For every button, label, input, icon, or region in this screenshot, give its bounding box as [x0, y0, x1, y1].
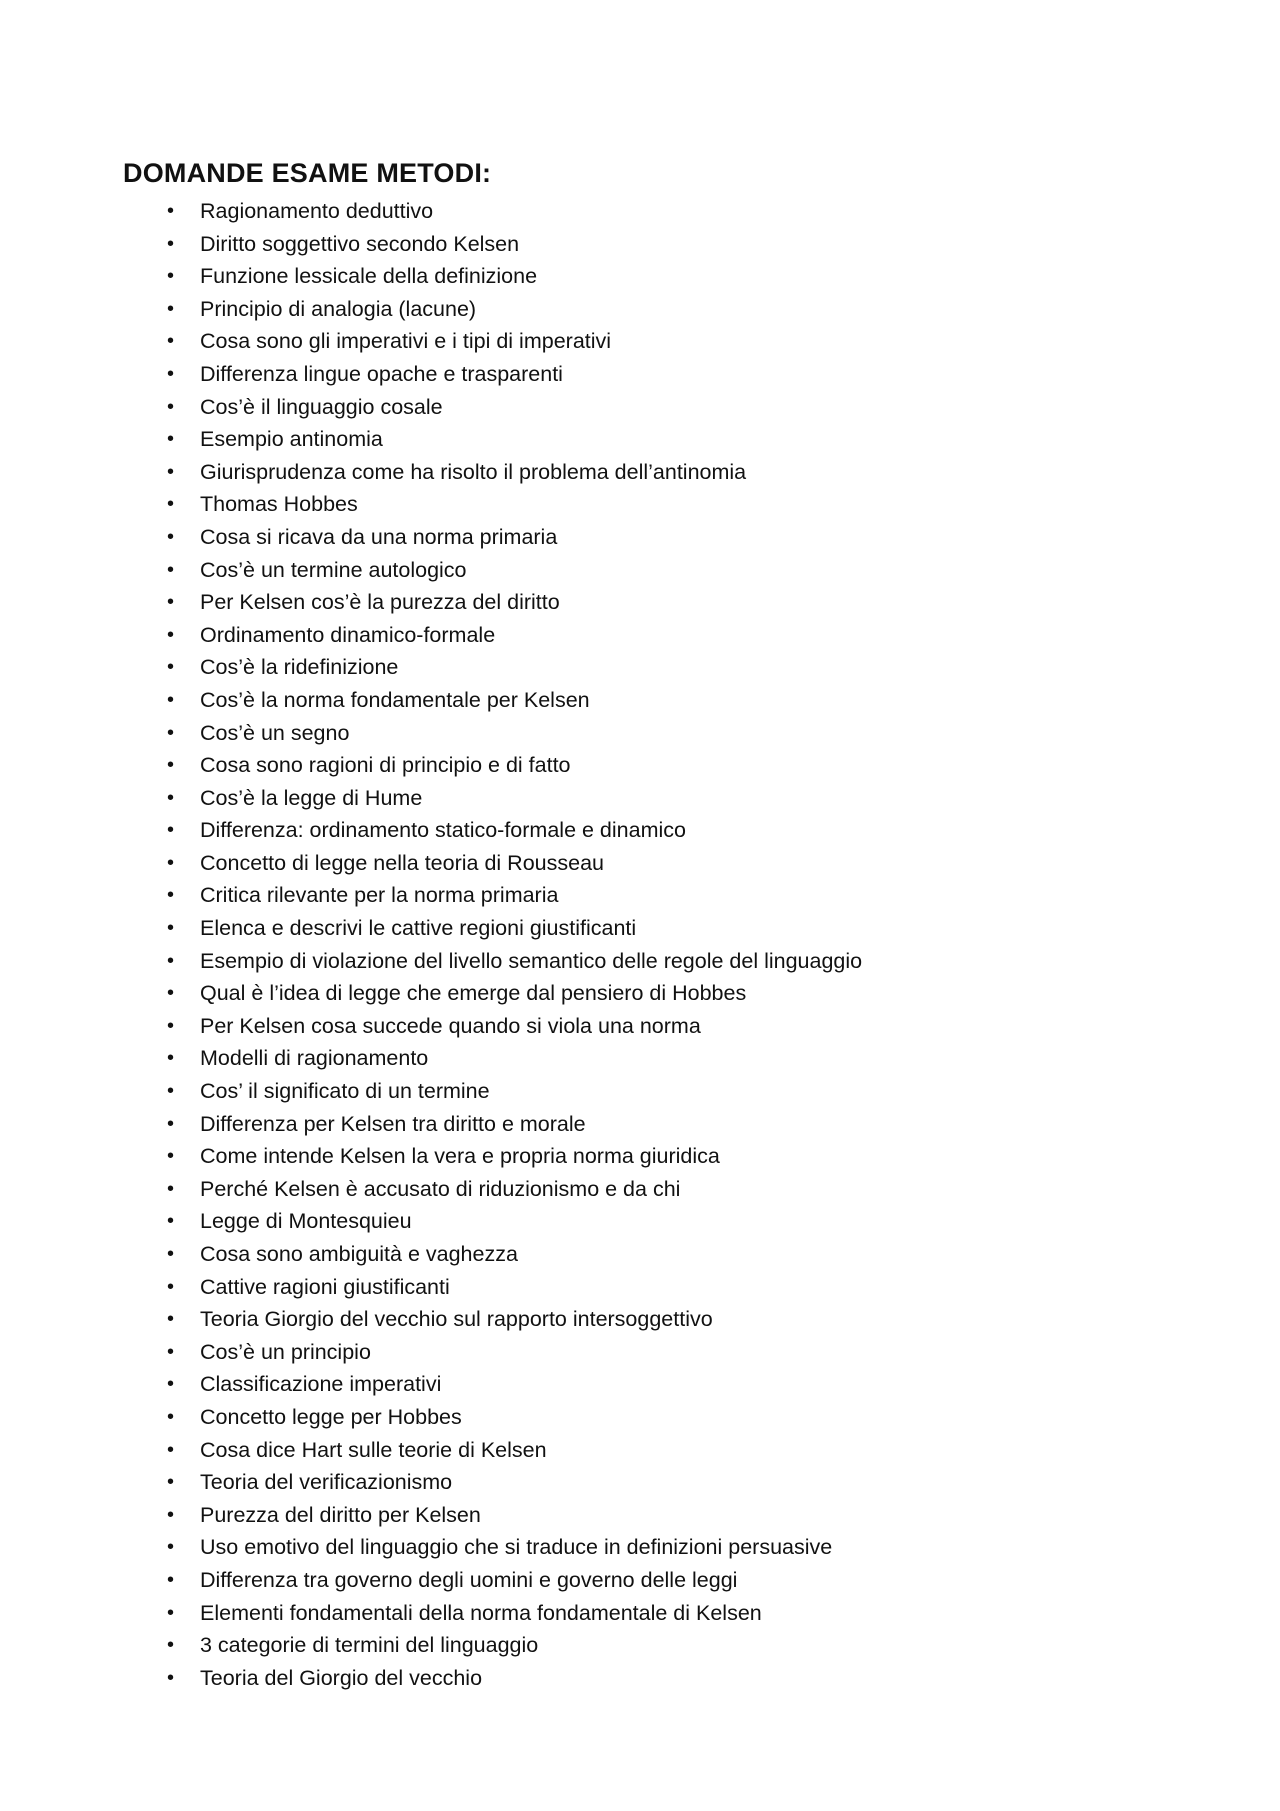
bullet-icon: • [167, 982, 175, 1005]
bullet-icon: • [167, 688, 175, 711]
question-text: Teoria Giorgio del vecchio sul rapporto intersoggettivo [200, 1307, 713, 1332]
bullet-icon: • [167, 1405, 175, 1428]
question-text: Differenza lingue opache e trasparenti [200, 361, 563, 386]
bullet-icon: • [167, 1047, 175, 1070]
bullet-icon: • [167, 232, 175, 255]
question-text: Per Kelsen cos’è la purezza del diritto [200, 590, 560, 615]
bullet-icon: • [167, 1080, 175, 1103]
question-text: Classificazione imperativi [200, 1372, 442, 1397]
question-text: Differenza per Kelsen tra diritto e morale [200, 1111, 586, 1136]
bullet-icon: • [167, 1666, 175, 1689]
question-text: Giurisprudenza come ha risolto il problema dell’antinomia [200, 459, 747, 484]
question-text: Cattive ragioni giustificanti [200, 1274, 450, 1299]
question-text: Cos’è un termine autologico [200, 557, 467, 582]
bullet-icon: • [167, 428, 175, 451]
bullet-icon: • [167, 786, 175, 809]
question-text: Perché Kelsen è accusato di riduzionismo e da chi [200, 1176, 681, 1201]
question-text: Modelli di ragionamento [200, 1046, 429, 1071]
bullet-icon: • [167, 1503, 175, 1526]
bullet-icon: • [167, 1177, 175, 1200]
question-text: 3 categorie di termini del linguaggio [200, 1633, 539, 1658]
question-text: Thomas Hobbes [200, 492, 358, 517]
bullet-icon: • [167, 1634, 175, 1657]
question-text: Differenza tra governo degli uomini e governo delle leggi [200, 1567, 738, 1592]
question-text: Principio di analogia (lacune) [200, 296, 477, 321]
question-text: Critica rilevante per la norma primaria [200, 883, 559, 908]
bullet-icon: • [167, 1536, 175, 1559]
bullet-icon: • [167, 1438, 175, 1461]
bullet-icon: • [167, 949, 175, 972]
bullet-icon: • [167, 1340, 175, 1363]
question-text: Cos’è un segno [200, 720, 350, 745]
question-text: Uso emotivo del linguaggio che si traduce in definizioni persuasive [200, 1535, 833, 1560]
page-title: DOMANDE ESAME METODI: [123, 158, 492, 188]
question-text: Cos’è la norma fondamentale per Kelsen [200, 687, 590, 712]
bullet-icon: • [167, 1210, 175, 1233]
question-text: Teoria del Giorgio del vecchio [200, 1665, 483, 1690]
question-text: Concetto legge per Hobbes [200, 1404, 462, 1429]
question-text: Cosa sono ambiguità e vaghezza [200, 1242, 518, 1266]
bullet-icon: • [167, 493, 175, 516]
bullet-icon: • [167, 330, 175, 353]
question-text: Cos’ il significato di un termine [200, 1079, 490, 1104]
question-text: Cos’è la legge di Hume [200, 785, 423, 810]
question-text: Cosa sono ragioni di principio e di fatto [200, 753, 571, 778]
bullet-icon: • [167, 1601, 175, 1624]
bullet-icon: • [167, 1243, 175, 1265]
question-text: Differenza: ordinamento statico-formale e dinamico [200, 818, 686, 843]
question-text: Cos’è il linguaggio cosale [200, 394, 443, 419]
bullet-icon: • [167, 362, 175, 385]
question-text: Come intende Kelsen la vera e propria norma giuridica [200, 1144, 720, 1169]
bullet-icon: • [167, 591, 175, 614]
bullet-icon: • [167, 395, 175, 418]
bullet-icon: • [167, 917, 175, 940]
question-text: Cos’è la ridefinizione [200, 655, 399, 680]
bullet-icon: • [167, 460, 175, 483]
question-text: Cosa sono gli imperativi e i tipi di imperativi [200, 329, 612, 354]
question-text: Legge di Montesquieu [200, 1209, 412, 1234]
bullet-icon: • [167, 884, 175, 907]
question-text: Cosa si ricava da una norma primaria [200, 524, 558, 549]
question-text: Elenca e descrivi le cattive regioni giustificanti [200, 916, 637, 941]
bullet-icon: • [167, 851, 175, 874]
bullet-icon: • [167, 754, 175, 777]
question-text: Cos’è un principio [200, 1339, 371, 1364]
bullet-icon: • [167, 1275, 175, 1298]
bullet-icon: • [167, 1373, 175, 1396]
question-text: Concetto di legge nella teoria di Rousseau [200, 850, 604, 875]
question-text: Purezza del diritto per Kelsen [200, 1502, 481, 1527]
bullet-icon: • [167, 1145, 175, 1168]
bullet-icon: • [167, 265, 175, 288]
question-text: Diritto soggettivo secondo Kelsen [200, 231, 520, 256]
question-text: Teoria del verificazionismo [200, 1470, 453, 1495]
question-text: Ordinamento dinamico-formale [200, 622, 496, 647]
question-text: Ragionamento deduttivo [200, 199, 434, 223]
bullet-icon: • [167, 819, 175, 842]
bullet-icon: • [167, 721, 175, 744]
question-text: Per Kelsen cosa succede quando si viola una norma [200, 1013, 701, 1038]
bullet-icon: • [167, 1471, 175, 1494]
question-text: Qual è l’idea di legge che emerge dal pensiero di Hobbes [200, 981, 747, 1006]
question-text: Elementi fondamentali della norma fondamentale di Kelsen [200, 1600, 762, 1625]
bullet-icon: • [167, 1112, 175, 1135]
bullet-icon: • [167, 1014, 175, 1037]
bullet-icon: • [167, 1308, 175, 1331]
question-text: Funzione lessicale della definizione [200, 264, 538, 289]
bullet-icon: • [167, 558, 175, 581]
bullet-icon: • [167, 297, 175, 320]
bullet-icon: • [167, 656, 175, 679]
bullet-icon: • [167, 623, 175, 646]
bullet-icon: • [167, 525, 175, 548]
question-text: Esempio antinomia [200, 427, 383, 452]
bullet-icon: • [167, 1568, 175, 1591]
question-text: Esempio di violazione del livello semantico delle regole del linguaggio [200, 948, 863, 973]
question-text: Cosa dice Hart sulle teorie di Kelsen [200, 1437, 547, 1462]
bullet-icon: • [167, 200, 175, 222]
